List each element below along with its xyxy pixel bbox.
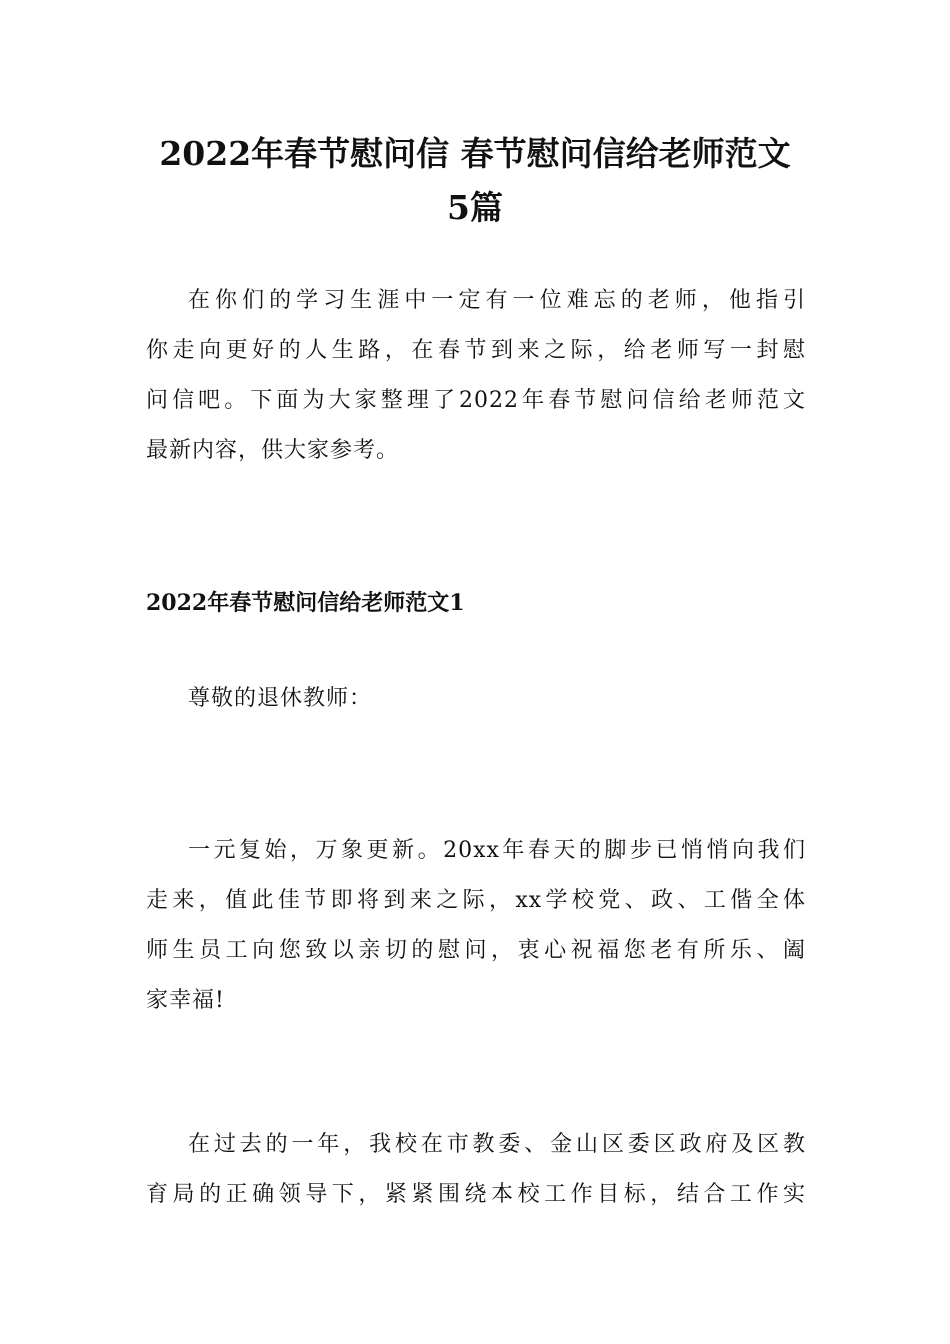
intro-line-1: 在你们的学习生涯中一定有一位难忘的老师，他指引	[188, 288, 806, 313]
letter-salutation: 尊敬的退休教师：	[188, 686, 373, 711]
letter-paragraph-1	[146, 826, 806, 1026]
document-title-line-1: 2022年春节慰问信 春节慰问信给老师范文	[159, 134, 791, 173]
paragraph-1-line-3: 师生员工向您致以亲切的慰问，衷心祝福您老有所乐、阖	[146, 938, 806, 963]
document-title-line-2: 5篇	[447, 188, 503, 227]
paragraph-2-line-1: 在过去的一年，我校在市教委、金山区委区政府及区教	[188, 1132, 806, 1157]
paragraph-1-line-4: 家幸福!	[146, 988, 225, 1013]
intro-paragraph	[146, 276, 806, 476]
intro-line-4: 最新内容，供大家参考。	[146, 438, 400, 463]
paragraph-1-line-1: 一元复始，万象更新。20xx年春天的脚步已悄悄向我们	[188, 838, 806, 863]
intro-line-3: 问信吧。下面为大家整理了2022年春节慰问信给老师范文	[146, 388, 806, 413]
paragraph-2-line-2: 育局的正确领导下，紧紧围绕本校工作目标，结合工作实	[146, 1182, 806, 1207]
section-heading: 2022年春节慰问信给老师范文1	[146, 590, 465, 616]
paragraph-1-line-2: 走来，值此佳节即将到来之际，xx学校党、政、工偕全体	[146, 888, 806, 913]
intro-line-2: 你走向更好的人生路，在春节到来之际，给老师写一封慰	[146, 338, 806, 363]
letter-paragraph-2	[146, 1120, 806, 1220]
